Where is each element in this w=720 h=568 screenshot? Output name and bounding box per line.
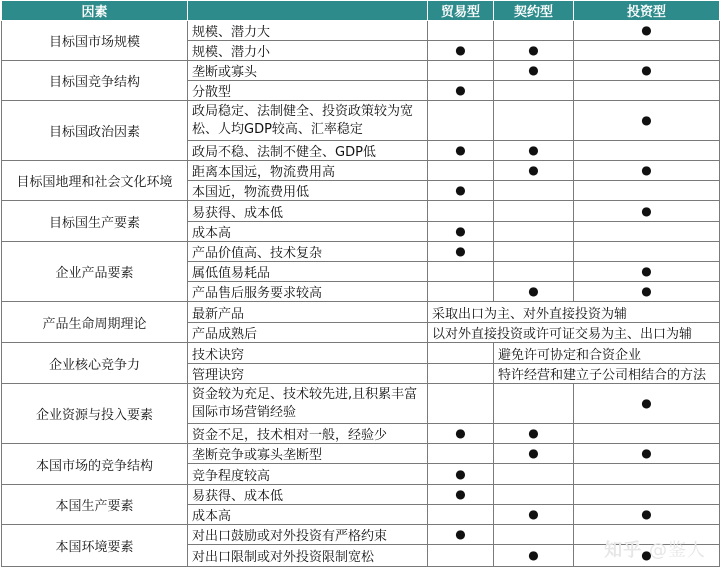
- factor-cell: 目标国政治因素: [2, 101, 188, 161]
- mark-cell: [428, 343, 494, 364]
- mark-cell: [428, 464, 494, 485]
- condition-cell: 易获得、成本低: [188, 485, 428, 505]
- table-row: [2, 61, 720, 81]
- header-investment: 投资型: [574, 1, 720, 21]
- mark-cell: [494, 545, 574, 567]
- mark-cell: [494, 141, 574, 161]
- factor-cell: 目标国生产要素: [2, 201, 188, 242]
- mark-cell: [494, 21, 574, 41]
- dot-icon: ●: [455, 244, 466, 258]
- factor-cell: 产品生命周期理论: [2, 302, 188, 343]
- mark-cell: [574, 41, 720, 61]
- mark-cell: [494, 424, 574, 444]
- dot-icon: ●: [641, 113, 652, 127]
- mark-cell: [494, 61, 574, 81]
- strategy-note: 采取出口为主、对外直接投资为辅: [428, 302, 720, 323]
- dot-icon: ●: [528, 426, 539, 440]
- condition-cell: 分散型: [188, 81, 428, 101]
- mark-cell: [494, 81, 574, 101]
- factor-cell: 企业核心竞争力: [2, 343, 188, 384]
- factor-cell: 目标国市场规模: [2, 21, 188, 61]
- header-row: [2, 1, 720, 21]
- mark-cell: [574, 81, 720, 101]
- mark-cell: [574, 384, 720, 424]
- mark-cell: [574, 424, 720, 444]
- dot-icon: ●: [455, 143, 466, 157]
- header-factor: 因素: [2, 1, 188, 21]
- mark-cell: [574, 464, 720, 485]
- table-row: [2, 485, 720, 505]
- mark-cell: [574, 61, 720, 81]
- dot-icon: ●: [641, 23, 652, 37]
- condition-cell: 成本高: [188, 222, 428, 242]
- mark-cell: [428, 384, 494, 424]
- condition-cell: 资金不足，技术相对一般，经验少: [188, 424, 428, 444]
- table-row: [2, 161, 720, 181]
- mark-cell: [574, 161, 720, 181]
- mark-cell: [494, 282, 574, 302]
- condition-cell: 属低值易耗品: [188, 262, 428, 282]
- condition-cell: 技术诀窍: [188, 343, 428, 364]
- condition-cell: 距离本国远，物流费用高: [188, 161, 428, 181]
- condition-cell: 管理诀窍: [188, 364, 428, 384]
- mark-cell: [494, 222, 574, 242]
- mark-cell: [574, 181, 720, 201]
- strategy-note: 特许经营和建立子公司相结合的方法: [494, 364, 720, 384]
- mark-cell: [494, 242, 574, 262]
- dot-icon: ●: [455, 83, 466, 97]
- condition-cell: 对出口鼓励或对外投资有严格约束: [188, 525, 428, 545]
- mark-cell: [428, 444, 494, 464]
- table-row: [2, 302, 720, 323]
- condition-cell: 易获得、成本低: [188, 201, 428, 222]
- mark-cell: [428, 61, 494, 81]
- mark-cell: [494, 101, 574, 141]
- dot-icon: ●: [641, 446, 652, 460]
- mark-cell: [428, 424, 494, 444]
- mark-cell: [574, 242, 720, 262]
- mark-cell: [494, 161, 574, 181]
- dot-icon: ●: [528, 446, 539, 460]
- dot-icon: ●: [641, 63, 652, 77]
- dot-icon: ●: [455, 466, 466, 481]
- mark-cell: [574, 262, 720, 282]
- dot-icon: ●: [641, 203, 652, 218]
- factor-cell: 本国生产要素: [2, 485, 188, 525]
- condition-cell: 产品成熟后: [188, 323, 428, 343]
- factor-cell: 目标国地理和社会文化环境: [2, 161, 188, 201]
- table-row: [2, 201, 720, 222]
- factor-cell: 企业资源与投入要素: [2, 384, 188, 444]
- mark-cell: [428, 41, 494, 61]
- condition-cell: 产品价值高、技术复杂: [188, 242, 428, 262]
- watermark-brand: 知乎: [604, 540, 643, 561]
- dot-icon: ●: [528, 143, 539, 157]
- dot-icon: ●: [455, 183, 466, 197]
- header-trade: 贸易型: [428, 1, 494, 21]
- dot-icon: ●: [455, 43, 466, 57]
- mark-cell: [494, 181, 574, 201]
- mark-cell: [428, 242, 494, 262]
- mark-cell: [494, 444, 574, 464]
- mark-cell: [494, 384, 574, 424]
- mark-cell: [494, 505, 574, 525]
- mark-cell: [428, 201, 494, 222]
- dot-icon: ●: [641, 264, 652, 278]
- header-condition: [188, 1, 428, 21]
- mark-cell: [428, 21, 494, 41]
- condition-cell: 最新产品: [188, 302, 428, 323]
- mark-cell: [574, 282, 720, 302]
- mark-cell: [428, 101, 494, 141]
- dot-icon: ●: [641, 548, 652, 562]
- condition-cell: 资金较为充足、技术较先进,且积累丰富国际市场营销经验: [188, 384, 428, 424]
- mark-cell: [494, 262, 574, 282]
- dot-icon: ●: [455, 487, 466, 501]
- mark-cell: [428, 262, 494, 282]
- header-contract: 契约型: [494, 1, 574, 21]
- mark-cell: [494, 464, 574, 485]
- dot-icon: ●: [455, 224, 466, 238]
- dot-icon: ●: [641, 507, 652, 521]
- condition-cell: 本国近，物流费用低: [188, 181, 428, 201]
- mark-cell: [428, 282, 494, 302]
- mark-cell: [574, 141, 720, 161]
- dot-icon: ●: [641, 396, 652, 410]
- dot-icon: ●: [641, 284, 652, 298]
- dot-icon: ●: [528, 163, 539, 177]
- mark-cell: [574, 101, 720, 141]
- dot-icon: ●: [528, 507, 539, 521]
- mark-cell: [494, 485, 574, 505]
- dot-icon: ●: [528, 43, 539, 57]
- table-row: [2, 242, 720, 262]
- mark-cell: [428, 364, 494, 384]
- market-entry-table: [1, 0, 720, 567]
- mark-cell: [428, 161, 494, 181]
- factor-cell: 企业产品要素: [2, 242, 188, 302]
- mark-cell: [494, 201, 574, 222]
- dot-icon: ●: [455, 527, 466, 541]
- dot-icon: ●: [528, 63, 539, 77]
- table-row: [2, 343, 720, 364]
- dot-icon: ●: [528, 284, 539, 298]
- mark-cell: [574, 21, 720, 41]
- table-row: [2, 444, 720, 464]
- mark-cell: [428, 505, 494, 525]
- mark-cell: [428, 525, 494, 545]
- mark-cell: [494, 41, 574, 61]
- mark-cell: [574, 444, 720, 464]
- condition-cell: 垄断或寡头: [188, 61, 428, 81]
- mark-cell: [428, 181, 494, 201]
- mark-cell: [428, 485, 494, 505]
- condition-cell: 成本高: [188, 505, 428, 525]
- condition-cell: 政局不稳、法制不健全、GDP低: [188, 141, 428, 161]
- mark-cell: [428, 545, 494, 567]
- mark-cell: [428, 141, 494, 161]
- table-row: [2, 101, 720, 141]
- table-row: [2, 21, 720, 41]
- watermark-user: @鉴人: [649, 540, 706, 561]
- condition-cell: 政局稳定、法制健全、投资政策较为宽松、人均GDP较高、汇率稳定: [188, 101, 428, 141]
- mark-cell: [574, 505, 720, 525]
- zhihu-watermark: [604, 536, 706, 562]
- condition-cell: 规模、潜力大: [188, 21, 428, 41]
- strategy-note: 以对外直接投资或许可证交易为主、出口为辅: [428, 323, 720, 343]
- mark-cell: [428, 222, 494, 242]
- mark-cell: [494, 525, 574, 545]
- dot-icon: ●: [455, 426, 466, 440]
- condition-cell: 产品售后服务要求较高: [188, 282, 428, 302]
- condition-cell: 垄断竞争或寡头垄断型: [188, 444, 428, 464]
- factor-cell: 本国环境要素: [2, 525, 188, 567]
- table-row: [2, 384, 720, 424]
- mark-cell: [574, 222, 720, 242]
- mark-cell: [574, 485, 720, 505]
- strategy-note: 避免许可协定和合资企业: [494, 343, 720, 364]
- condition-cell: 对出口限制或对外投资限制宽松: [188, 545, 428, 567]
- condition-cell: 竞争程度较高: [188, 464, 428, 485]
- dot-icon: ●: [528, 548, 539, 562]
- mark-cell: [574, 201, 720, 222]
- condition-cell: 规模、潜力小: [188, 41, 428, 61]
- mark-cell: [428, 81, 494, 101]
- dot-icon: ●: [641, 163, 652, 177]
- factor-cell: 本国市场的竞争结构: [2, 444, 188, 485]
- factor-cell: 目标国竞争结构: [2, 61, 188, 101]
